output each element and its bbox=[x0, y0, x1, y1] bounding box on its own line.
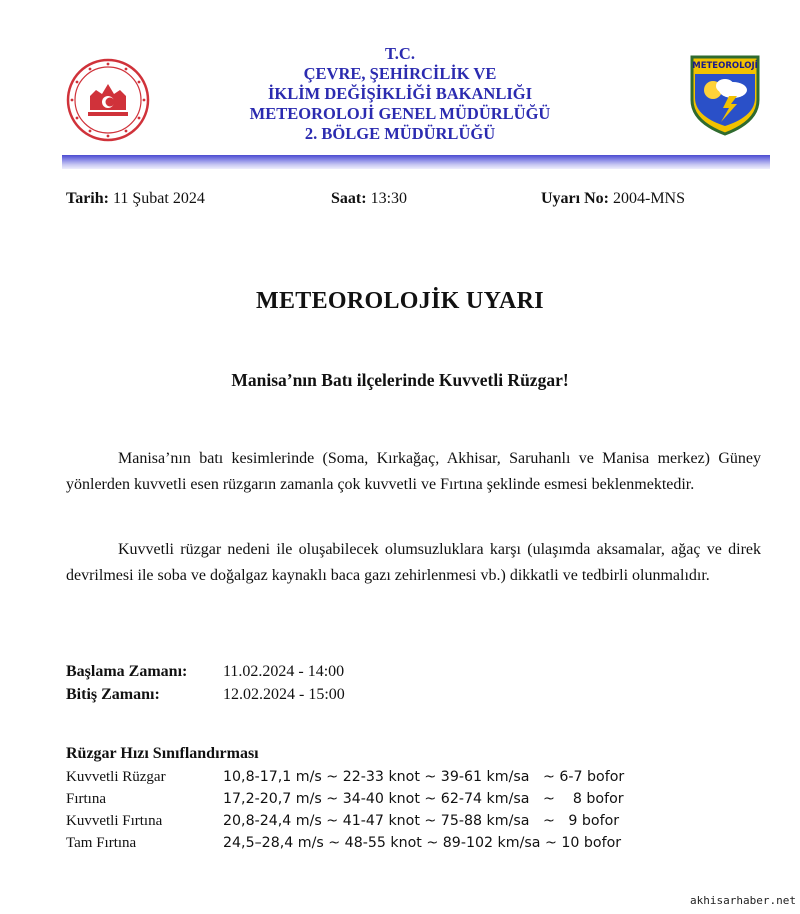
wind-class-row bbox=[66, 835, 621, 852]
end-time-row bbox=[66, 686, 345, 704]
wind-class-name: Fırtına bbox=[66, 791, 106, 807]
header-line: ÇEVRE, ŞEHİRCİLİK VE bbox=[303, 64, 497, 83]
wind-class-row bbox=[66, 813, 619, 830]
header-line: T.C. bbox=[385, 44, 415, 63]
end-time-label: Bitiş Zamanı: bbox=[66, 686, 160, 703]
date-label: Tarih: bbox=[66, 190, 109, 207]
date-field bbox=[66, 190, 205, 208]
document-title: METEOROLOJİK UYARI bbox=[256, 288, 544, 314]
wind-class-value: 10,8-17,1 m/s ~ 22-33 knot ~ 39-61 km/sa ~ 6-7 bofor bbox=[223, 769, 625, 785]
header-divider bbox=[62, 155, 770, 169]
header-line: İKLİM DEĞİŞİKLİĞİ BAKANLIĞI bbox=[267, 84, 533, 103]
warning-number-value: 2004-MNS bbox=[612, 190, 685, 207]
start-time-row bbox=[66, 663, 344, 681]
end-time-value: 12.02.2024 - 15:00 bbox=[223, 686, 345, 703]
time-label: Saat: bbox=[331, 190, 367, 207]
warning-subtitle: Manisa’nın Batı ilçelerinde Kuvvetli Rüzgar! bbox=[231, 370, 569, 390]
start-time-label: Başlama Zamanı: bbox=[66, 663, 188, 680]
paragraph-text: Manisa’nın batı kesimlerinde (Soma, Kırkağaç, Akhisar, Saruhanlı ve Manisa merkez) Güney yönlerden kuvvetli esen rüzgarın zamanla çok kuvvetli ve Fırtına şeklinde esmesi beklenmektedir. bbox=[66, 450, 761, 493]
body-paragraph bbox=[66, 446, 761, 498]
header-line: METEOROLOJİ GENEL MÜDÜRLÜĞÜ bbox=[249, 104, 551, 123]
wind-class-value: 20,8-24,4 m/s ~ 41-47 knot ~ 75-88 km/sa ~ 9 bofor bbox=[223, 813, 620, 829]
wind-class-name: Kuvvetli Rüzgar bbox=[66, 769, 166, 785]
body-paragraph bbox=[66, 537, 761, 589]
wind-class-value: 17,2-20,7 m/s ~ 34-40 knot ~ 62-74 km/sa ~ 8 bofor bbox=[223, 791, 624, 807]
wind-class-row bbox=[66, 769, 624, 786]
date-value: 11 Şubat 2024 bbox=[112, 190, 205, 207]
time-value: 13:30 bbox=[370, 190, 408, 207]
wind-class-name: Tam Fırtına bbox=[66, 835, 137, 851]
time-field bbox=[331, 190, 407, 208]
site-watermark: akhisarhaber.net bbox=[686, 888, 800, 914]
meteoroloji-badge-logo bbox=[689, 54, 761, 136]
wind-class-row bbox=[66, 791, 624, 808]
wind-classification-title: Rüzgar Hızı Sınıflandırması bbox=[66, 745, 259, 762]
svg-text:METEOROLOJİ: METEOROLOJİ bbox=[692, 61, 758, 71]
ministry-seal-logo bbox=[66, 58, 150, 142]
start-time-value: 11.02.2024 - 14:00 bbox=[223, 663, 345, 680]
paragraph-text: Kuvvetli rüzgar nedeni ile oluşabilecek olumsuzluklara karşı (ulaşımda aksamalar, ağaç ve direk devrilmesi ile soba ve doğalgaz kaynaklı baca gazı zehirlenmesi vb.) dikkatli ve tedbirli olunmalıdır. bbox=[66, 541, 761, 584]
header-line: 2. BÖLGE MÜDÜRLÜĞÜ bbox=[304, 124, 496, 143]
warning-number-label: Uyarı No: bbox=[541, 190, 609, 207]
institution-header bbox=[200, 44, 600, 144]
warning-number-field bbox=[541, 190, 685, 208]
wind-class-value: 24,5–28,4 m/s ~ 48-55 knot ~ 89-102 km/sa ~ 10 bofor bbox=[223, 835, 622, 851]
wind-class-name: Kuvvetli Fırtına bbox=[66, 813, 163, 829]
